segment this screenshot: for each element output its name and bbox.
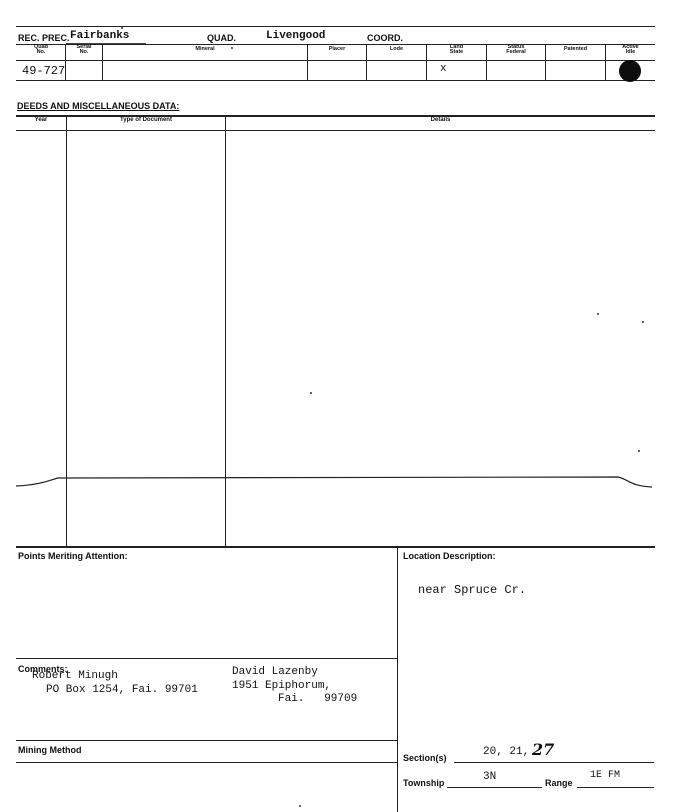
mining-top xyxy=(16,740,397,741)
col-quad-no: Quad No. xyxy=(33,44,49,55)
top-rule xyxy=(16,26,655,27)
col-patented: Patented xyxy=(563,46,588,52)
deeds-header-top xyxy=(16,115,655,117)
col-status-federal: Status Federal xyxy=(506,44,526,55)
index-table-bottom xyxy=(16,80,655,81)
township-line xyxy=(447,787,542,788)
mining-method-label: Mining Method xyxy=(18,745,82,755)
section-handwritten-value: 27 xyxy=(532,740,555,759)
index-table-mid xyxy=(16,60,655,61)
fold-line xyxy=(0,470,678,494)
comments-label: Comments: xyxy=(18,664,68,674)
location-label: Location Description: xyxy=(403,551,496,561)
col-details: Details xyxy=(430,117,451,123)
rec-prec-label: REC. PREC. xyxy=(18,33,70,43)
township-value: 3N xyxy=(483,771,497,783)
comment-person1-name: Robert Minugh xyxy=(32,670,118,682)
col-type-of-document: Type of Document xyxy=(120,117,172,123)
section-typed-value: 20, 21, xyxy=(483,746,530,758)
range-value: 1E FM xyxy=(590,770,621,781)
col-serial-no: Serial No. xyxy=(76,44,92,55)
points-label: Points Meriting Attention: xyxy=(18,551,128,561)
index-table-top xyxy=(16,44,655,45)
lower-divider xyxy=(397,546,398,812)
rec-prec-value: Fairbanks xyxy=(70,30,130,42)
quad-label: QUAD. xyxy=(207,33,236,43)
township-label: Township xyxy=(403,778,445,788)
deeds-title: DEEDS AND MISCELLANEOUS DATA: xyxy=(17,101,180,111)
col-placer: Placer xyxy=(328,46,346,52)
quad-value: Livengood xyxy=(266,30,326,42)
range-label: Range xyxy=(545,778,573,788)
lower-section-top xyxy=(16,546,655,548)
comments-top xyxy=(16,658,397,659)
col-year: Year xyxy=(34,117,48,123)
comment-person2-name: David Lazenby xyxy=(232,666,318,678)
comment-person1-address: PO Box 1254, Fai. 99701 xyxy=(46,684,198,696)
quad-no-value: 49-727 xyxy=(22,64,66,78)
section-line xyxy=(454,762,654,763)
mining-bottom xyxy=(16,762,397,763)
col-lode: Lode xyxy=(389,46,404,52)
col-land-status: Land State xyxy=(449,44,464,55)
comment-person2-city: Fai. 99709 xyxy=(278,693,358,705)
location-value: near Spruce Cr. xyxy=(418,583,527,597)
land-state-mark: x xyxy=(440,63,447,75)
deeds-header-bottom xyxy=(16,130,655,131)
range-line xyxy=(577,787,654,788)
coord-label: COORD. xyxy=(367,33,403,43)
col-mineral: Mineral xyxy=(195,46,215,52)
comment-person2-street: 1951 Epiphorum, xyxy=(232,680,332,692)
section-label: Section(s) xyxy=(403,753,447,763)
col-active-idle: Active Idle xyxy=(622,44,639,55)
punch-hole-dot xyxy=(619,60,641,82)
